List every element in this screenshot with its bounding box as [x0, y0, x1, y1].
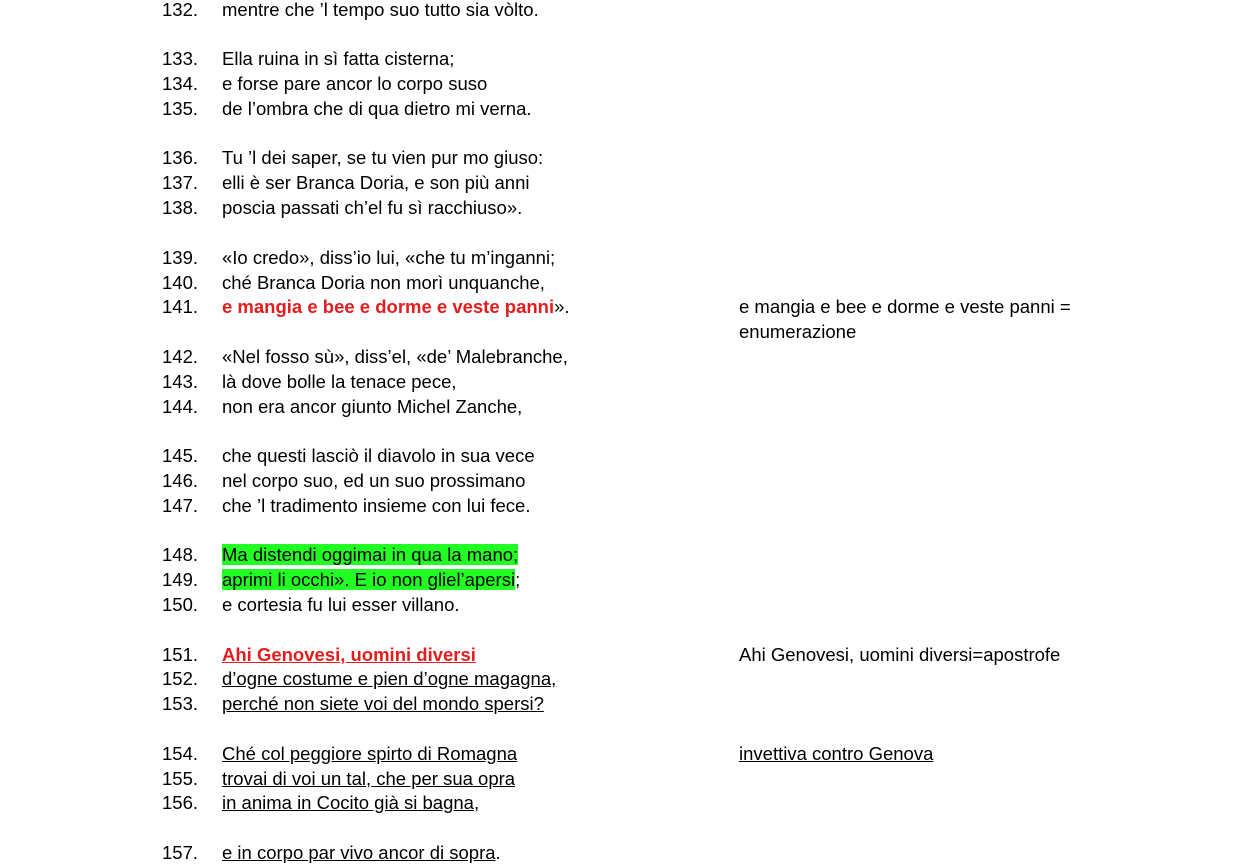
verse-segment: e in corpo par vivo ancor di sopra: [222, 842, 496, 863]
line-number: 151.: [162, 644, 199, 665]
verse-segment: .: [495, 842, 501, 863]
line-number: 136.: [162, 147, 199, 168]
verse-segment: Ella ruina in sì fatta cisterna;: [222, 48, 455, 69]
line-number: 157.: [162, 842, 199, 863]
line-number: 156.: [162, 792, 199, 813]
verse-text: [222, 542, 518, 567]
line-number: 152.: [162, 668, 199, 689]
line-number: 132.: [162, 0, 199, 20]
verse-text: [222, 592, 460, 617]
verse-text: [222, 468, 525, 493]
highlighted-figure: e mangia e bee e dorme e veste panni: [222, 296, 555, 317]
verse-text: [222, 0, 539, 22]
verse-text: [222, 96, 532, 121]
verse-text: [222, 369, 457, 394]
line-number: 144.: [162, 396, 199, 417]
verse-text: [222, 790, 479, 815]
verse-segment: che questi lasciò il diavolo in sua vece: [222, 445, 535, 466]
line-number: 142.: [162, 346, 199, 367]
highlighted-figure: Ahi Genovesi, uomini diversi: [222, 644, 476, 665]
verse-segment: «Io credo», diss’io lui, «che tu m’inganni;: [222, 247, 556, 268]
line-number: 141.: [162, 296, 199, 317]
note-enumerazione: [739, 294, 1071, 344]
line-number: 149.: [162, 569, 199, 590]
verse-text: [222, 195, 522, 220]
verse-segment: Tu ’l dei saper, se tu vien pur mo giuso:: [222, 147, 544, 168]
green-highlight: aprimi li occhi». E io non gliel’apersi: [222, 569, 516, 590]
verse-segment: «Nel fosso sù», diss’el, «de’ Malebranche,: [222, 346, 568, 367]
verse-segment: d’ogne costume e pien d’ogne magagna,: [222, 668, 557, 689]
verse-segment: trovai di voi un tal, che per sua opra: [222, 768, 516, 789]
verse-text: [222, 642, 476, 667]
verse-text: [222, 344, 568, 369]
verse-segment: in anima in Cocito già si bagna,: [222, 792, 480, 813]
verse-segment: non era ancor giunto Michel Zanche,: [222, 396, 523, 417]
verse-text: [222, 394, 522, 419]
verse-segment: che ’l tradimento insieme con lui fece.: [222, 495, 531, 516]
verse-segment: e forse pare ancor lo corpo suso: [222, 73, 488, 94]
note-line: e mangia e bee e dorme e veste panni =: [739, 296, 1071, 317]
verse-text: [222, 443, 535, 468]
verse-text: [222, 666, 556, 691]
verse-segment: e cortesia fu lui esser villano.: [222, 594, 460, 615]
verse-text: [222, 691, 544, 716]
line-number: 153.: [162, 693, 199, 714]
line-number: 147.: [162, 495, 199, 516]
verse-text: [222, 567, 520, 592]
verse-text: [222, 294, 570, 319]
verse-segment: elli è ser Branca Doria, e son più anni: [222, 172, 530, 193]
note-line: enumerazione: [739, 321, 857, 342]
line-number: 150.: [162, 594, 199, 615]
line-number: 143.: [162, 371, 199, 392]
verse-segment: Ché col peggiore spirto di Romagna: [222, 743, 518, 764]
verse-text: [222, 245, 555, 270]
green-highlight: Ma distendi oggimai in qua la mano;: [222, 544, 519, 565]
line-number: 140.: [162, 272, 199, 293]
line-number: 138.: [162, 197, 199, 218]
verse-text: [222, 270, 545, 295]
verse-segment: poscia passati ch’el fu sì racchiuso».: [222, 197, 523, 218]
line-number: 155.: [162, 768, 199, 789]
line-number: 145.: [162, 445, 199, 466]
verse-text: [222, 840, 501, 865]
note-apostrofe: Ahi Genovesi, uomini diversi=apostrofe: [739, 644, 1061, 665]
verse-segment: perché non siete voi del mondo spersi?: [222, 693, 544, 714]
verse-segment: là dove bolle la tenace pece,: [222, 371, 457, 392]
verse-text: [222, 71, 487, 96]
verse-segment: mentre che ’l tempo suo tutto sia vòlto.: [222, 0, 539, 20]
note-invettiva: invettiva contro Genova: [739, 743, 934, 764]
line-number: 148.: [162, 544, 199, 565]
verse-text: [222, 493, 530, 518]
verse-text: [222, 170, 529, 195]
verse-segment: ché Branca Doria non morì unquanche,: [222, 272, 545, 293]
line-number: 137.: [162, 172, 199, 193]
line-number: 135.: [162, 98, 199, 119]
line-number: 139.: [162, 247, 199, 268]
verse-segment: ;: [515, 569, 521, 590]
verse-text: [222, 145, 543, 170]
verse-segment: ».: [554, 296, 570, 317]
line-number: 154.: [162, 743, 199, 764]
verse-segment: de l’ombra che di qua dietro mi verna.: [222, 98, 532, 119]
verse-text: [222, 766, 515, 791]
verse-text: [222, 741, 517, 766]
line-number: 134.: [162, 73, 199, 94]
verse-text: [222, 46, 454, 71]
line-number: 133.: [162, 48, 199, 69]
line-number: 146.: [162, 470, 199, 491]
verse-segment: nel corpo suo, ed un suo prossimano: [222, 470, 526, 491]
